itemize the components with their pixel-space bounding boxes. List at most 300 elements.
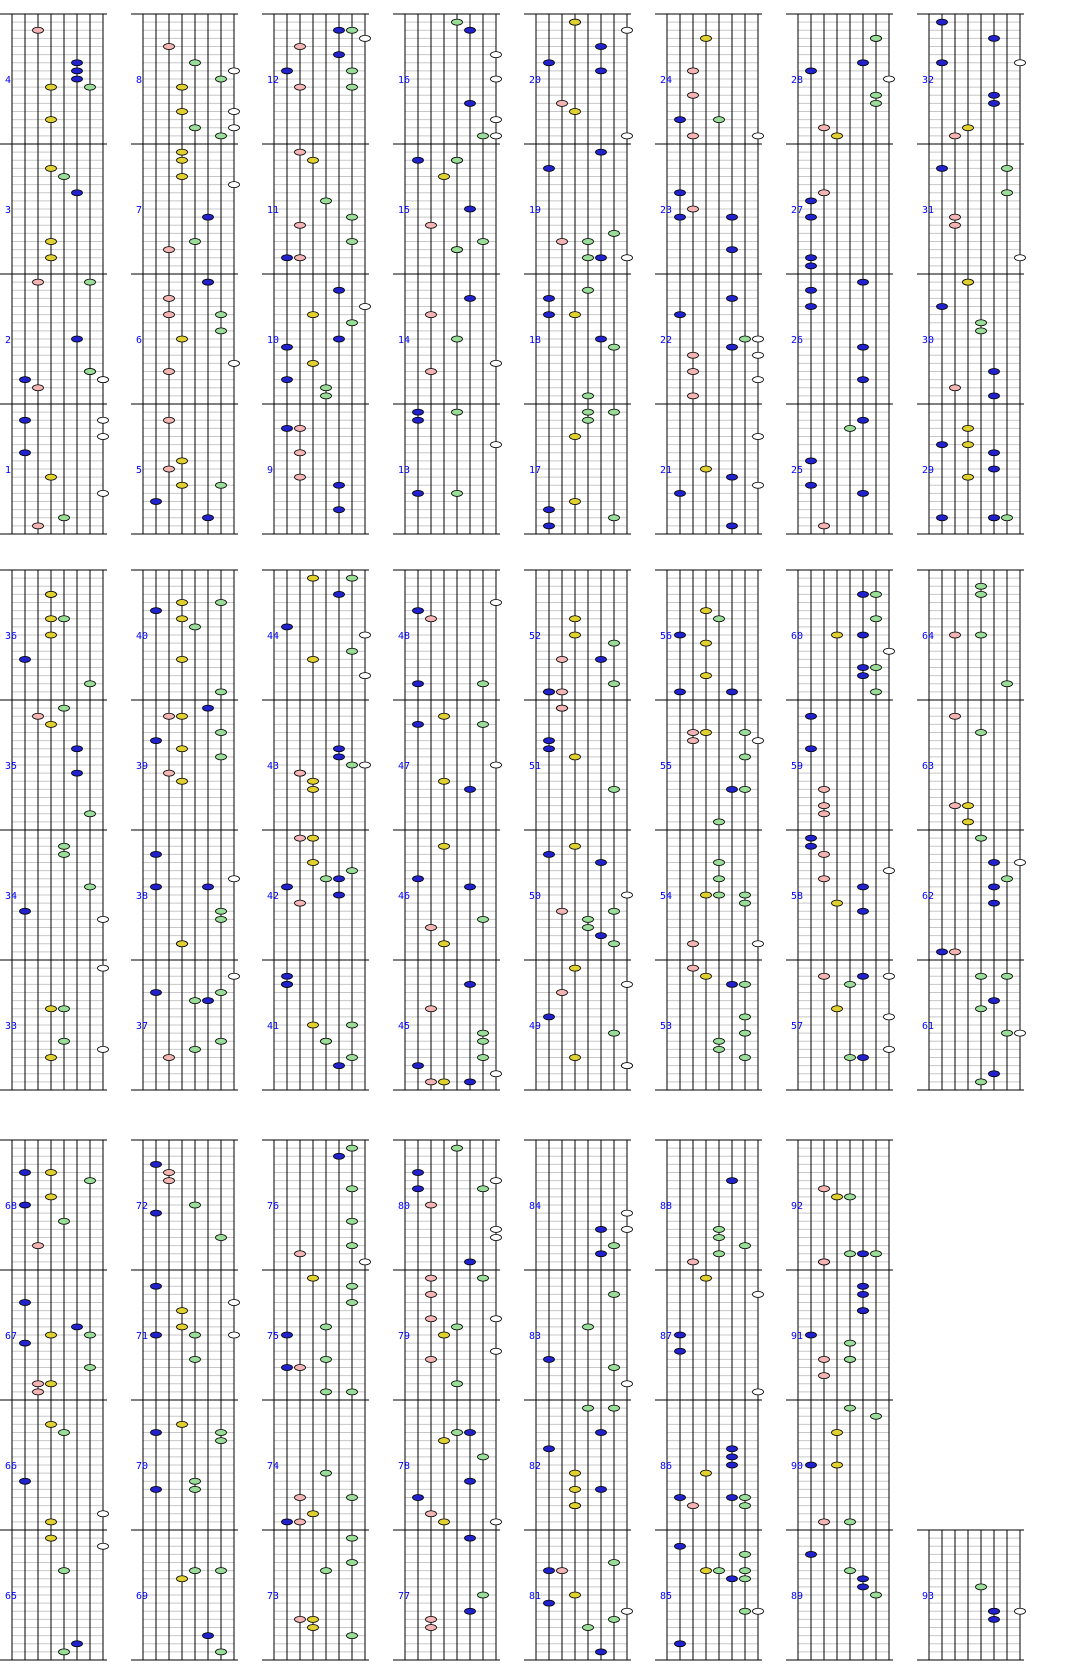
measure-number: 45 <box>398 1021 411 1032</box>
note <box>714 1251 725 1257</box>
note <box>295 1519 306 1525</box>
note <box>1002 165 1013 171</box>
measure-number: 12 <box>267 75 280 86</box>
note <box>321 1324 332 1330</box>
note <box>557 100 568 106</box>
note <box>452 336 463 342</box>
note <box>583 916 594 922</box>
chart-column <box>131 14 240 534</box>
note <box>33 385 44 391</box>
note <box>216 1649 227 1655</box>
measure-number: 1 <box>5 465 12 476</box>
note <box>675 1495 686 1501</box>
note <box>295 450 306 456</box>
note <box>819 1186 830 1192</box>
measure-number: 39 <box>136 761 149 772</box>
note <box>583 393 594 399</box>
note <box>216 312 227 318</box>
chart-column <box>786 1140 893 1660</box>
note <box>701 1470 712 1476</box>
note <box>727 1454 738 1460</box>
note <box>845 1568 856 1574</box>
note <box>570 19 581 25</box>
measure-number: 34 <box>5 891 18 902</box>
note <box>33 523 44 529</box>
measure-number: 85 <box>660 1591 673 1602</box>
note <box>46 591 57 597</box>
note <box>806 255 817 261</box>
note <box>282 973 293 979</box>
note <box>845 425 856 431</box>
measure-number: 92 <box>791 1201 804 1212</box>
note <box>452 247 463 253</box>
note <box>20 377 31 383</box>
note <box>963 803 974 809</box>
note <box>753 377 764 383</box>
note <box>858 1576 869 1582</box>
note <box>33 1389 44 1395</box>
measure-number: 78 <box>398 1461 411 1472</box>
note <box>321 198 332 204</box>
note <box>216 1038 227 1044</box>
measure-number: 37 <box>136 1021 149 1032</box>
note <box>413 721 424 727</box>
note <box>308 1616 319 1622</box>
note <box>950 222 961 228</box>
note <box>164 466 175 472</box>
note <box>688 369 699 375</box>
note <box>819 1373 830 1379</box>
note <box>609 1405 620 1411</box>
note <box>308 786 319 792</box>
chart-column <box>262 570 371 1090</box>
note <box>308 1275 319 1281</box>
note <box>976 1006 987 1012</box>
note <box>203 214 214 220</box>
note <box>1015 1030 1026 1036</box>
measure-number: 91 <box>791 1331 804 1342</box>
note <box>413 157 424 163</box>
note <box>465 206 476 212</box>
note <box>478 1454 489 1460</box>
note <box>308 1511 319 1517</box>
note <box>609 515 620 521</box>
note <box>295 900 306 906</box>
note <box>72 1324 83 1330</box>
note <box>98 417 109 423</box>
note <box>203 705 214 711</box>
note <box>20 1202 31 1208</box>
note <box>675 190 686 196</box>
note <box>452 1381 463 1387</box>
note <box>544 1014 555 1020</box>
note <box>491 117 502 123</box>
note <box>989 393 1000 399</box>
note <box>439 941 450 947</box>
note <box>59 1568 70 1574</box>
note <box>151 1283 162 1289</box>
chart-column <box>524 570 633 1090</box>
measure-number: 48 <box>398 631 411 642</box>
note <box>164 713 175 719</box>
note <box>20 1170 31 1176</box>
note <box>976 835 987 841</box>
measure-number: 80 <box>398 1201 411 1212</box>
measure-number: 38 <box>136 891 149 902</box>
note <box>426 369 437 375</box>
note <box>740 1055 751 1061</box>
note <box>1002 876 1013 882</box>
note <box>321 876 332 882</box>
note <box>439 713 450 719</box>
note <box>190 60 201 66</box>
note <box>976 591 987 597</box>
note <box>937 949 948 955</box>
note <box>884 1046 895 1052</box>
note <box>321 1356 332 1362</box>
note <box>229 360 240 366</box>
note <box>753 352 764 358</box>
note <box>714 1046 725 1052</box>
note <box>321 1038 332 1044</box>
note <box>216 908 227 914</box>
note <box>557 705 568 711</box>
note <box>832 900 843 906</box>
note <box>727 1576 738 1582</box>
note <box>609 409 620 415</box>
note <box>308 860 319 866</box>
measure-number: 52 <box>529 631 542 642</box>
measure-number: 87 <box>660 1331 673 1342</box>
note <box>98 916 109 922</box>
note <box>46 1381 57 1387</box>
chart-column <box>655 570 764 1090</box>
note <box>858 344 869 350</box>
note <box>701 673 712 679</box>
measure-number: 19 <box>529 205 542 216</box>
note <box>478 1030 489 1036</box>
note <box>819 1356 830 1362</box>
note <box>46 117 57 123</box>
measure-number: 5 <box>136 465 143 476</box>
note <box>1015 1608 1026 1614</box>
note <box>439 1438 450 1444</box>
note <box>308 1625 319 1631</box>
note <box>806 746 817 752</box>
note <box>714 860 725 866</box>
measure-number: 60 <box>791 631 804 642</box>
note <box>59 851 70 857</box>
note <box>98 377 109 383</box>
note <box>937 60 948 66</box>
note <box>85 811 96 817</box>
note <box>1002 190 1013 196</box>
note <box>845 981 856 987</box>
note <box>937 165 948 171</box>
chart-column <box>393 570 502 1090</box>
note <box>164 1055 175 1061</box>
note <box>203 1633 214 1639</box>
note <box>596 1251 607 1257</box>
note <box>976 1584 987 1590</box>
note <box>203 279 214 285</box>
note <box>675 1348 686 1354</box>
note <box>675 490 686 496</box>
note <box>164 369 175 375</box>
note <box>465 295 476 301</box>
note <box>753 336 764 342</box>
note <box>203 515 214 521</box>
note <box>465 1430 476 1436</box>
note <box>465 1478 476 1484</box>
note <box>740 1503 751 1509</box>
note <box>347 1055 358 1061</box>
note <box>347 575 358 581</box>
note <box>675 689 686 695</box>
note <box>845 1519 856 1525</box>
note <box>1002 1030 1013 1036</box>
note <box>858 673 869 679</box>
measure-number: 86 <box>660 1461 673 1472</box>
note <box>347 1389 358 1395</box>
measure-number: 13 <box>398 465 411 476</box>
measure-number: 59 <box>791 761 804 772</box>
measure-number: 93 <box>922 1591 935 1602</box>
note <box>295 474 306 480</box>
note <box>295 84 306 90</box>
measure-number: 71 <box>136 1331 149 1342</box>
note <box>570 434 581 440</box>
note <box>596 149 607 155</box>
note <box>334 482 345 488</box>
note <box>819 851 830 857</box>
note <box>871 591 882 597</box>
note <box>478 1275 489 1281</box>
note <box>46 1055 57 1061</box>
note <box>465 981 476 987</box>
note <box>85 681 96 687</box>
measure-number: 14 <box>398 335 411 346</box>
note <box>347 1535 358 1541</box>
note <box>308 157 319 163</box>
note <box>727 981 738 987</box>
note <box>72 68 83 74</box>
chart-column <box>0 570 109 1090</box>
note <box>465 1079 476 1085</box>
note <box>989 35 1000 41</box>
note <box>177 336 188 342</box>
note <box>452 1324 463 1330</box>
note <box>858 665 869 671</box>
note <box>753 482 764 488</box>
chart-column <box>655 1140 764 1660</box>
note <box>426 1511 437 1517</box>
note <box>570 1503 581 1509</box>
note <box>622 892 633 898</box>
note <box>282 377 293 383</box>
note <box>46 1170 57 1176</box>
note <box>426 1625 437 1631</box>
note <box>976 1079 987 1085</box>
note <box>321 1470 332 1476</box>
chart-column <box>917 1530 1026 1660</box>
note <box>33 1381 44 1387</box>
note <box>609 681 620 687</box>
note <box>151 851 162 857</box>
note <box>701 640 712 646</box>
chart-column <box>0 14 109 534</box>
note <box>46 165 57 171</box>
note <box>871 665 882 671</box>
note <box>753 1608 764 1614</box>
measure-number: 32 <box>922 75 935 86</box>
note <box>832 1430 843 1436</box>
note <box>491 133 502 139</box>
note <box>321 1389 332 1395</box>
note <box>347 239 358 245</box>
note <box>334 746 345 752</box>
measure-number: 20 <box>529 75 542 86</box>
note <box>688 393 699 399</box>
note <box>583 287 594 293</box>
note <box>609 344 620 350</box>
note <box>439 1519 450 1525</box>
note <box>229 125 240 131</box>
note <box>1002 681 1013 687</box>
note <box>714 117 725 123</box>
note <box>190 1046 201 1052</box>
note <box>347 1186 358 1192</box>
note <box>871 92 882 98</box>
note <box>989 900 1000 906</box>
note <box>190 1478 201 1484</box>
note <box>308 835 319 841</box>
note <box>72 60 83 66</box>
note <box>59 1649 70 1655</box>
measure-number: 40 <box>136 631 149 642</box>
note <box>46 1535 57 1541</box>
note <box>570 1486 581 1492</box>
chart-column <box>917 570 1026 1090</box>
note <box>609 941 620 947</box>
measure-number: 3 <box>5 205 12 216</box>
measure-number: 27 <box>791 205 804 216</box>
note <box>465 1535 476 1541</box>
note <box>295 1495 306 1501</box>
note <box>845 1405 856 1411</box>
note <box>688 965 699 971</box>
note <box>491 1316 502 1322</box>
note <box>164 247 175 253</box>
note <box>98 434 109 440</box>
note <box>950 133 961 139</box>
note <box>596 656 607 662</box>
note <box>308 312 319 318</box>
note <box>740 1030 751 1036</box>
measure-number: 22 <box>660 335 673 346</box>
note <box>688 941 699 947</box>
note <box>478 1592 489 1598</box>
note <box>282 255 293 261</box>
note <box>33 1243 44 1249</box>
note <box>177 149 188 155</box>
note <box>858 60 869 66</box>
note <box>151 990 162 996</box>
note <box>596 336 607 342</box>
note <box>688 92 699 98</box>
note <box>465 884 476 890</box>
note <box>20 1340 31 1346</box>
note <box>85 279 96 285</box>
measure-number: 90 <box>791 1461 804 1472</box>
note <box>845 1055 856 1061</box>
note <box>570 616 581 622</box>
note <box>151 1210 162 1216</box>
note <box>478 681 489 687</box>
note <box>426 222 437 228</box>
note <box>871 1592 882 1598</box>
note <box>688 133 699 139</box>
note <box>622 1381 633 1387</box>
measure-number: 66 <box>5 1461 18 1472</box>
note <box>609 640 620 646</box>
note <box>426 1316 437 1322</box>
note <box>871 1251 882 1257</box>
measure-number: 54 <box>660 891 673 902</box>
note <box>347 1283 358 1289</box>
note <box>740 892 751 898</box>
measure-number: 70 <box>136 1461 149 1472</box>
note <box>976 583 987 589</box>
note <box>282 981 293 987</box>
note <box>216 990 227 996</box>
note <box>295 1616 306 1622</box>
note <box>858 1308 869 1314</box>
note <box>884 973 895 979</box>
note <box>360 673 371 679</box>
note <box>609 1560 620 1566</box>
note <box>426 1291 437 1297</box>
measure-number: 67 <box>5 1331 18 1342</box>
note <box>950 632 961 638</box>
note <box>858 884 869 890</box>
note <box>1015 60 1026 66</box>
note <box>688 1259 699 1265</box>
note <box>858 417 869 423</box>
note <box>845 1194 856 1200</box>
note <box>819 786 830 792</box>
note <box>413 608 424 614</box>
note <box>727 689 738 695</box>
note <box>177 616 188 622</box>
note <box>151 1161 162 1167</box>
note <box>33 279 44 285</box>
note <box>177 1324 188 1330</box>
note <box>740 1576 751 1582</box>
measure-number: 6 <box>136 335 143 346</box>
note <box>819 803 830 809</box>
note <box>59 1006 70 1012</box>
measure-number: 25 <box>791 465 804 476</box>
note <box>439 843 450 849</box>
note <box>46 255 57 261</box>
note <box>819 973 830 979</box>
note <box>216 76 227 82</box>
note <box>976 320 987 326</box>
note <box>1015 860 1026 866</box>
note <box>491 1348 502 1354</box>
note <box>701 1275 712 1281</box>
